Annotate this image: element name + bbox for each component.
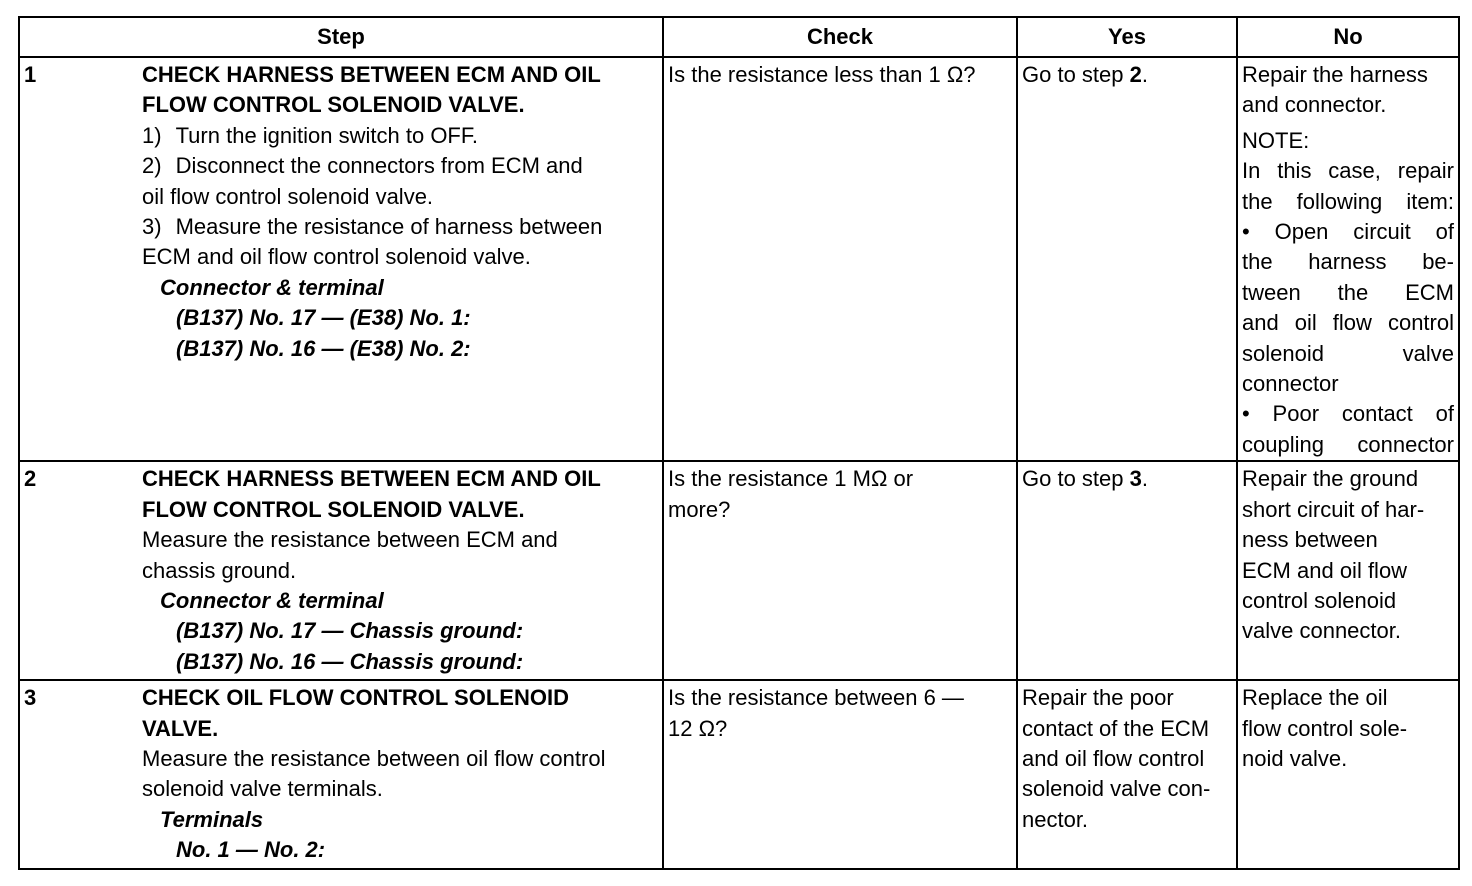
step-reference: 3 — [1129, 466, 1142, 492]
step-number: 2 — [24, 466, 37, 492]
step-reference: 2 — [1129, 62, 1142, 87]
step-number: 1 — [24, 62, 37, 87]
header-yes: Yes — [1017, 17, 1237, 57]
header-check: Check — [663, 17, 1017, 57]
yes-cell: Repair the poor contact of the ECM and oil flow control solenoid valve con- nector. — [1017, 680, 1237, 868]
procedure-item: 3) Measure the resistance of harness between — [142, 214, 603, 240]
table-row — [19, 461, 1459, 680]
terminal-spec: No. 1 — No. 2: — [176, 837, 326, 863]
step-cell: 3 CHECK OIL FLOW CONTROL SOLENOID VALVE. Measure the resistance between oil flow control solenoid valve terminals. Terminals No. 1 — No. 2: — [19, 680, 663, 868]
terminal-spec: (B137) No. 16 — (E38) No. 2: — [176, 335, 471, 361]
yes-cell: Go to step 2. — [1017, 57, 1237, 461]
table-row — [19, 57, 1459, 461]
procedure-item: 2) Disconnect the connectors from ECM and — [142, 153, 583, 179]
step-title: CHECK HARNESS BETWEEN ECM AND OIL FLOW CONTROL SOLENOID VALVE. — [142, 62, 601, 118]
step-cell: 2 CHECK HARNESS BETWEEN ECM AND OIL FLOW CONTROL SOLENOID VALVE. Measure the resistance between ECM and chassis ground. Connector & terminal (B137) No. 17 — Chassis ground: (B137) No. 16 — Chassis ground: — [19, 461, 663, 680]
check-cell: Is the resistance between 6 — 12 Ω? — [663, 680, 1017, 868]
note-label: NOTE: — [1242, 127, 1310, 153]
header-row — [19, 17, 1459, 57]
no-cell: Repair the harness and connector. NOTE: In this case, repair the following item: • Open circuit of the harness be- tween the ECM and oil flow control solenoid valve connector • Poor contact of coupling connector — [1237, 57, 1459, 461]
connector-terminal-label: Connector & terminal — [160, 587, 384, 613]
table-row — [19, 680, 1459, 868]
terminal-spec: (B137) No. 17 — Chassis ground: — [176, 618, 524, 644]
check-cell: Is the resistance less than 1 Ω? — [663, 57, 1017, 461]
step-title: CHECK OIL FLOW CONTROL SOLENOID VALVE. — [142, 685, 569, 741]
terminals-label: Terminals — [160, 806, 264, 832]
terminal-spec: (B137) No. 17 — (E38) No. 1: — [176, 305, 471, 331]
yes-cell: Go to step 3. — [1017, 461, 1237, 680]
no-cell: Replace the oil flow control sole- noid valve. — [1237, 680, 1459, 868]
no-cell: Repair the ground short circuit of har- ness between ECM and oil flow control solenoid valve connector. — [1237, 461, 1459, 680]
diagnostic-table — [18, 16, 1460, 870]
step-title: CHECK HARNESS BETWEEN ECM AND OIL FLOW CONTROL SOLENOID VALVE. — [142, 466, 601, 522]
terminal-spec: (B137) No. 16 — Chassis ground: — [176, 648, 524, 674]
procedure-item: 1) Turn the ignition switch to OFF. — [142, 122, 478, 148]
step-number: 3 — [24, 685, 37, 711]
connector-terminal-label: Connector & terminal — [160, 274, 384, 300]
step-cell: 1 CHECK HARNESS BETWEEN ECM AND OIL FLOW CONTROL SOLENOID VALVE. 1) Turn the ignition switch to OFF. 2) Disconnect the connectors from ECM and oil flow control solenoid valve. 3) Measure the resistance of harness between ECM and oil flow control solenoid valve. Connector & terminal (B137) No. 17 — (E38) No. 1: (B137) No. 16 — (E38) No. 2: — [19, 57, 663, 461]
header-step: Step — [19, 17, 663, 57]
header-no: No — [1237, 17, 1459, 57]
check-cell: Is the resistance 1 MΩ or more? — [663, 461, 1017, 680]
